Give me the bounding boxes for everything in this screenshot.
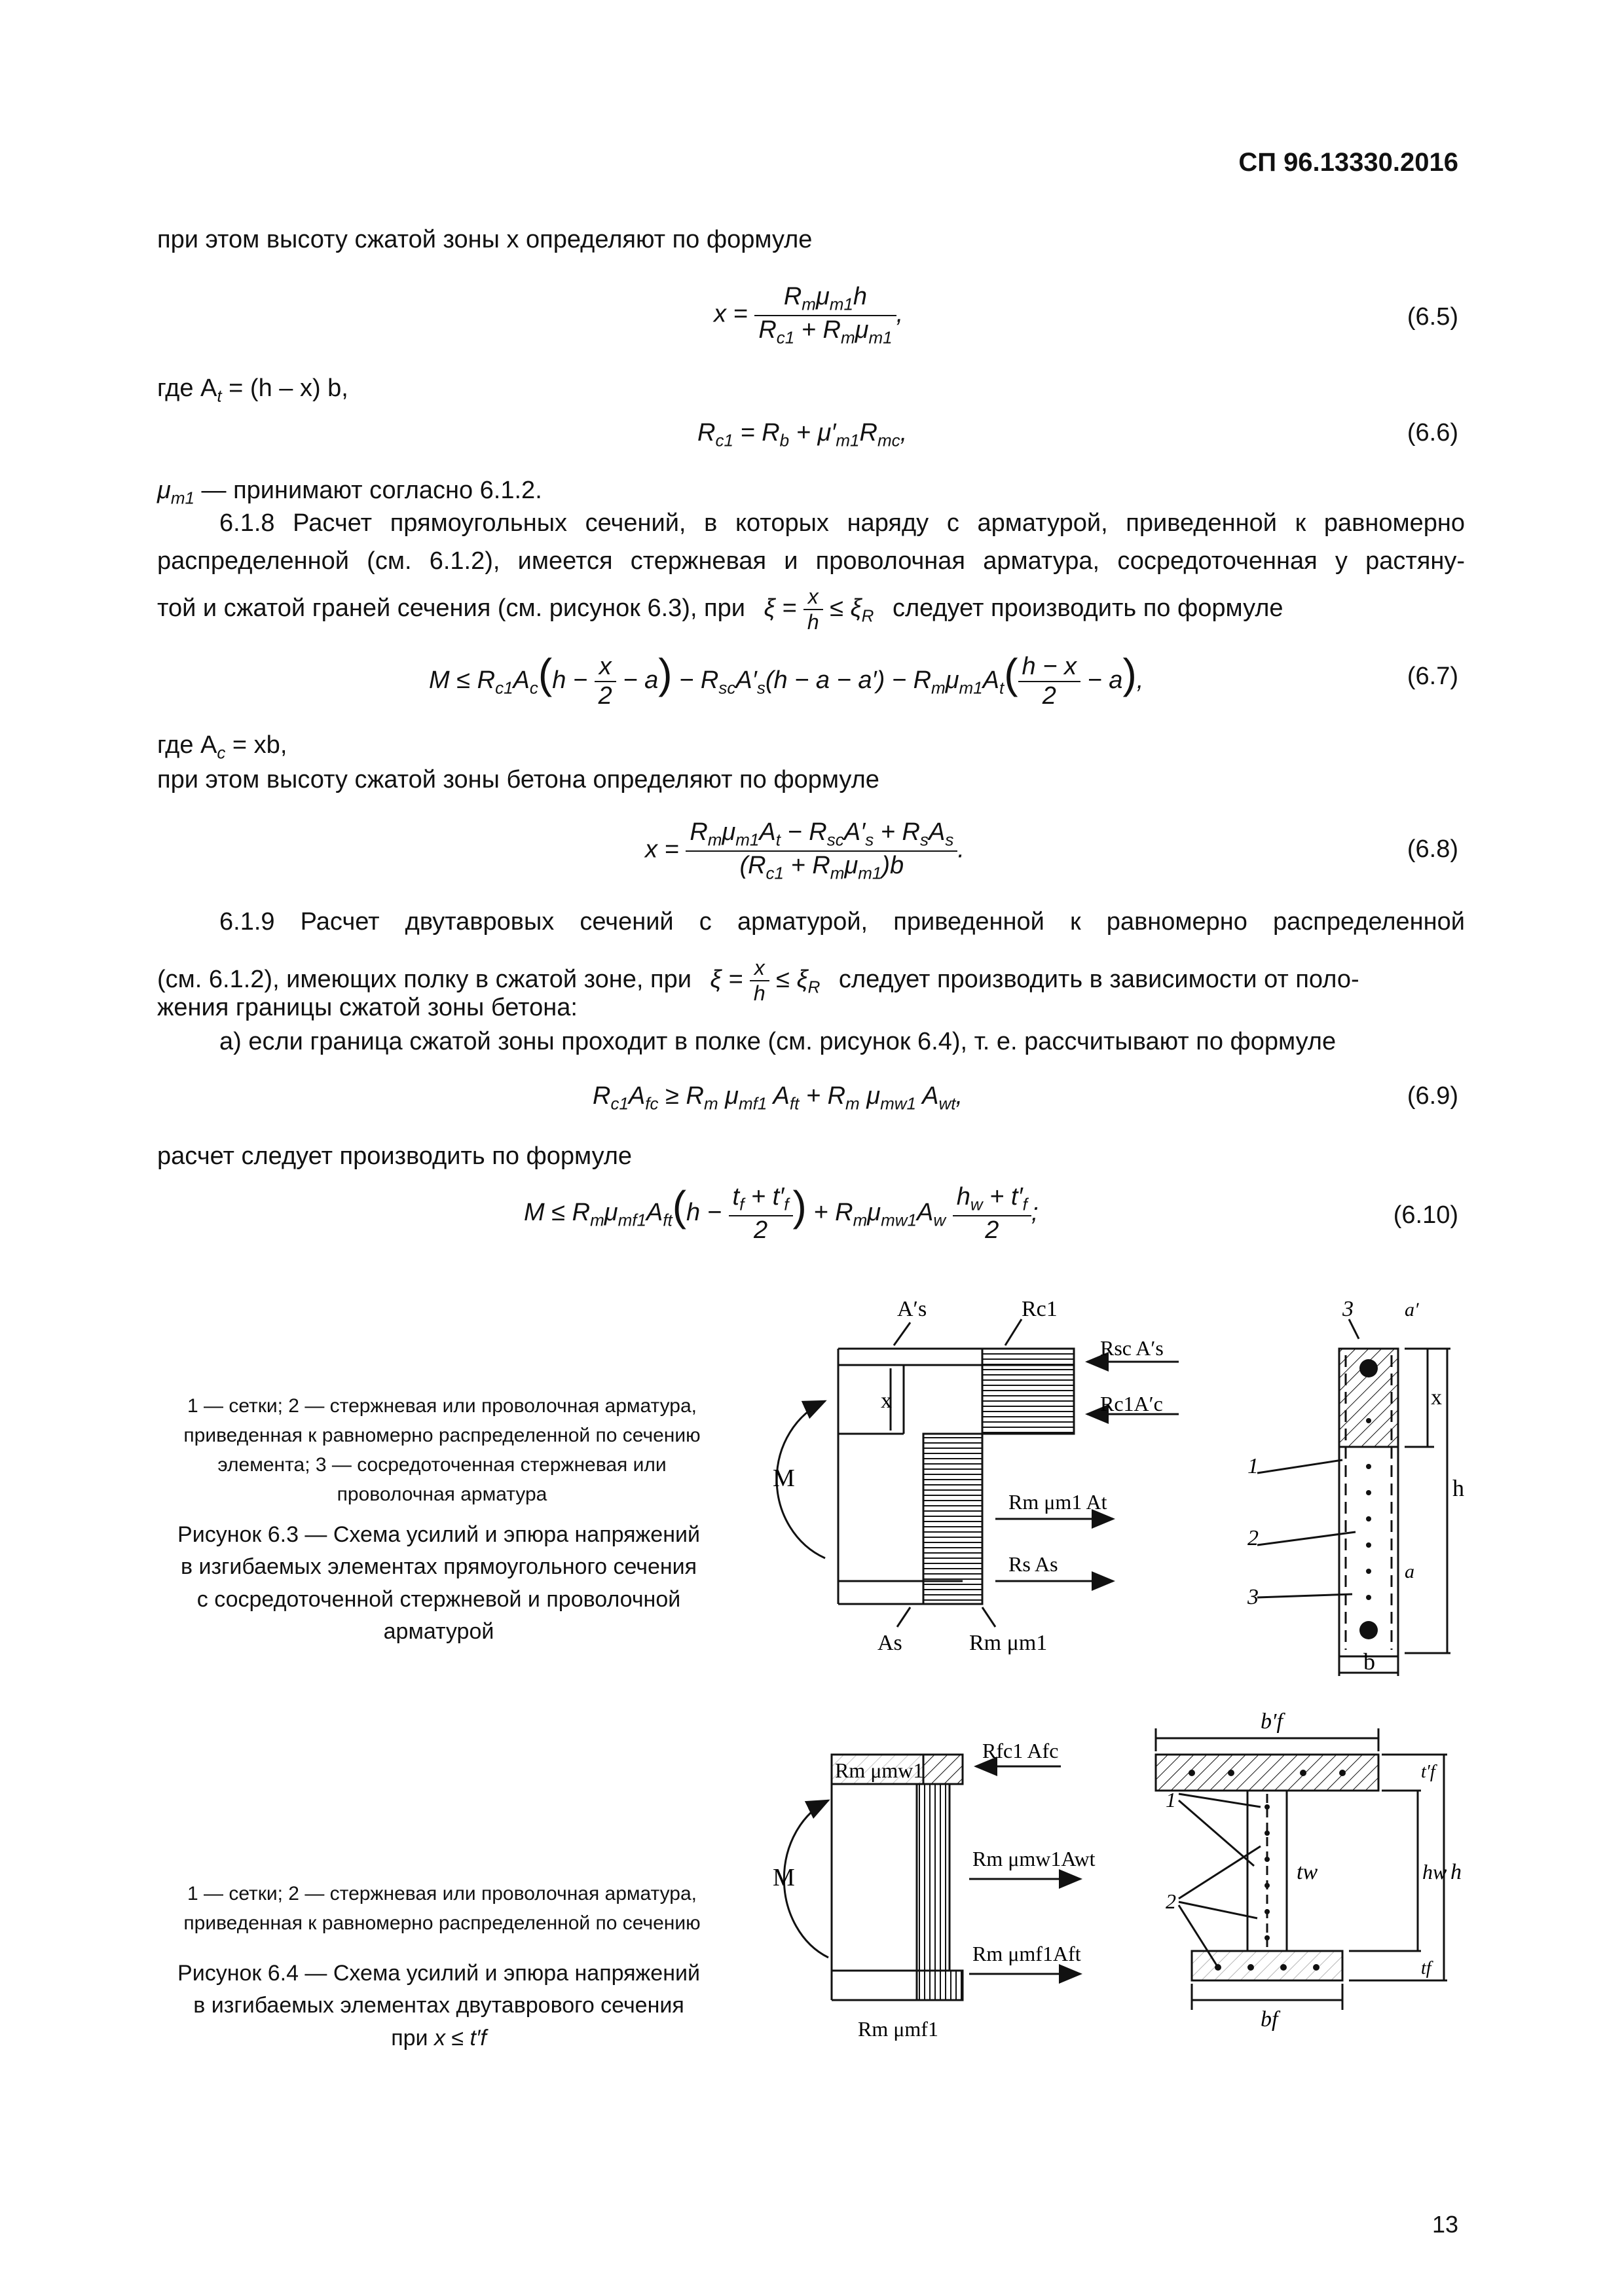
fig63-rsc: Rsc A′s — [1100, 1336, 1164, 1360]
text-l3: — принимают согласно 6.1.2. — [201, 477, 542, 504]
page-number: 13 — [1431, 2211, 1458, 2238]
text-l2: где A — [157, 374, 217, 402]
formula-6-8: x = $\frac{R_m\mu_{m1}A_t - R_{sc}A'_s + R_sA_s}{(R_{c1} + R_m\mu_{m1})b}$ . — [645, 818, 965, 883]
fig63-a-top: a′ — [1405, 1299, 1419, 1321]
text-line: $\mu_{m1}$ — принимают согласно 6.1.2. — [157, 477, 542, 508]
text-l4: где A — [157, 731, 217, 759]
text-line — [157, 766, 1465, 794]
fig64-m: M — [773, 1864, 795, 1891]
text-line — [157, 226, 1465, 254]
text-line: той и сжатой граней сечения (см. рисунок 6.3), при ξ = $\frac{x}{h}$ ≤ $\xi_R$ следует производить по формуле — [157, 585, 1283, 634]
fig63-rmmu: Rm μm1 At — [1008, 1490, 1107, 1514]
equation-number: (6.10) — [1393, 1201, 1458, 1229]
fig63-as-top: A′s — [897, 1297, 927, 1321]
figure-6-4-note: 1 — сетки; 2 — стержневая или проволочная арматура, приведенная к равномерно распределенной по сечению — [183, 1883, 701, 1934]
text-line — [157, 1142, 1465, 1171]
formula-6-7: $M \le R_{c1}A_c(h$ − $\frac{x}{2}$ − $a) - R_{sc}A'_s(h - a - a') - R_m\mu_{m1}A_t$( $\frac{h - x}{2}$ − a), — [429, 650, 1144, 710]
fig63-as-bot: As — [877, 1631, 902, 1655]
fig64-hw: hw — [1422, 1860, 1447, 1884]
fig64-n1: 1 — [1166, 1788, 1176, 1812]
fig64-n2: 2 — [1166, 1889, 1176, 1913]
text-p619b1: (см. 6.1.2), имеющих полку в сжатой зоне, при — [157, 966, 692, 994]
text-l1: при этом высоту сжатой зоны x определяют по формуле — [157, 226, 813, 253]
formula-6-5: x = $\frac{R_m\mu_{m1}h}{R_{c1} + R_m\mu_{m1}}$ , — [714, 283, 904, 348]
fig64-rfc: Rfc1 Afc — [982, 1739, 1059, 1762]
formula-6-6: $R_{c1} = R_b + \mu'_{m1}R_{mc}$, — [697, 419, 908, 450]
equation-number: (6.7) — [1407, 663, 1458, 690]
text-p619d: а) если граница сжатой зоны проходит в полке (см. рисунок 6.4), т. е. рассчитывают по формуле — [219, 1028, 1337, 1055]
fig63-a-bot: a — [1405, 1561, 1414, 1582]
fig63-n3: 3 — [1342, 1297, 1354, 1321]
fig63-x: x — [881, 1389, 892, 1413]
fig63-h: h — [1452, 1475, 1464, 1501]
figure-6-4-caption-cond: x ≤ t′f — [434, 2025, 487, 2050]
figure-6-4-caption-text: Рисунок 6.4 — Схема усилий и эпюра напряжений в изгибаемых элементах двутаврового сечения при — [177, 1961, 700, 2050]
fig64-bf-bot: bf — [1261, 2007, 1278, 2032]
text-line: где $A_t = (h - x)$ b, — [157, 374, 348, 406]
figure-6-3-caption: Рисунок 6.3 — Схема усилий и эпюра напряжений в изгибаемых элементах прямоугольного сечения с сосредоточенной стержневой и проволочной арматурой — [177, 1522, 700, 1644]
fig64-rmmf: Rm μmf1 — [858, 2017, 938, 2041]
text-l5: при этом высоту сжатой зоны бетона определяют по формуле — [157, 766, 879, 793]
fig64-rmmw: Rm μmw1 — [835, 1758, 924, 1782]
fig63-rsas: Rs As — [1008, 1552, 1058, 1576]
text-p619c: жения границы сжатой зоны бетона: — [157, 994, 578, 1021]
fig63-n2: 2 — [1247, 1526, 1259, 1550]
formula-6-9: $R_{c1}A_{fc} \ge R_m$ $\mu_{mf1}$ $A_{ft} + R_m$ $\mu_{mw1}$ $A_{wt}$, — [593, 1082, 963, 1114]
fig63-x2: x — [1431, 1385, 1442, 1410]
figure-6-4-caption — [177, 1958, 701, 2054]
text-l4b: = xb, — [225, 731, 287, 759]
fig63-rmmu-bot: Rm μm1 — [969, 1631, 1048, 1655]
text-line: (см. 6.1.2), имеющих полку в сжатой зоне, при ξ = $\frac{x}{h}$ ≤ $\xi_R$ следует производить в зависимости от поло- — [157, 956, 1359, 1005]
fig64-tf-top: t′f — [1421, 1762, 1435, 1782]
text-p618b: распределенной (см. 6.1.2), имеется стержневая и проволочная арматура, сосредоточенная у растяну- — [157, 547, 1465, 575]
text-l2b: = (h – x) b, — [221, 374, 348, 402]
text-p618c2: следует производить по формуле — [892, 594, 1283, 623]
fig63-rc1ac: Rc1A′c — [1100, 1392, 1163, 1415]
formula-6-10: $M \le R_m\mu_{mf1}A_{ft}(h$ − $\frac{t_f + t'_f}{2}$ ) + $R_m\mu_{mw1}A_w$ $\frac{h_w + t'_f}{2}$ ; — [524, 1182, 1039, 1244]
text-line — [157, 547, 1465, 575]
text-p619a: 6.1.9 Расчет двутавровых сечений с арматурой, приведенной к равномерно распределенной — [219, 908, 1465, 936]
text-line — [219, 1028, 1527, 1056]
fig64-bf-top: b′f — [1261, 1709, 1283, 1734]
figure-6-4-drawing — [760, 1709, 1480, 2115]
text-line — [219, 509, 1465, 538]
text-line — [219, 908, 1465, 936]
fig63-m: M — [773, 1465, 795, 1492]
fig64-rmmfaft: Rm μmf1Aft — [972, 1942, 1081, 1965]
equation-number: (6.6) — [1407, 419, 1458, 446]
fig63-n3b: 3 — [1247, 1585, 1259, 1609]
text-line: где $A_c$ = xb, — [157, 731, 287, 763]
equation-number: (6.8) — [1407, 835, 1458, 863]
text-line — [157, 994, 1465, 1022]
document-code: СП 96.13330.2016 — [1238, 148, 1458, 177]
text-l6: расчет следует производить по формуле — [157, 1142, 633, 1170]
text-p619b2: следует производить в зависимости от поло- — [838, 966, 1359, 994]
fig64-tf-bot: tf — [1421, 1958, 1431, 1978]
fig63-n1: 1 — [1247, 1454, 1259, 1478]
equation-number: (6.9) — [1407, 1082, 1458, 1110]
text-p618c1: той и сжатой граней сечения (см. рисунок 6.3), при — [157, 594, 745, 623]
fig63-rc1: Rc1 — [1022, 1297, 1058, 1321]
text-p618a: 6.1.8 Расчет прямоугольных сечений, в которых наряду с арматурой, приведенной к равномерно — [219, 509, 1465, 537]
equation-number: (6.5) — [1407, 303, 1458, 331]
fig64-rmmwawt: Rm μmw1Awt — [972, 1847, 1096, 1870]
fig63-b: b — [1363, 1649, 1375, 1675]
figure-6-3-note: 1 — сетки; 2 — стержневая или проволочная арматура, приведенная к равномерно распределенной по сечению элемента; 3 — сосредоточенная стержневая или проволочная арматура — [183, 1395, 701, 1505]
fig64-h: h — [1450, 1860, 1462, 1884]
figure-6-3-drawing — [747, 1283, 1473, 1676]
fig64-tw: tw — [1297, 1860, 1318, 1884]
